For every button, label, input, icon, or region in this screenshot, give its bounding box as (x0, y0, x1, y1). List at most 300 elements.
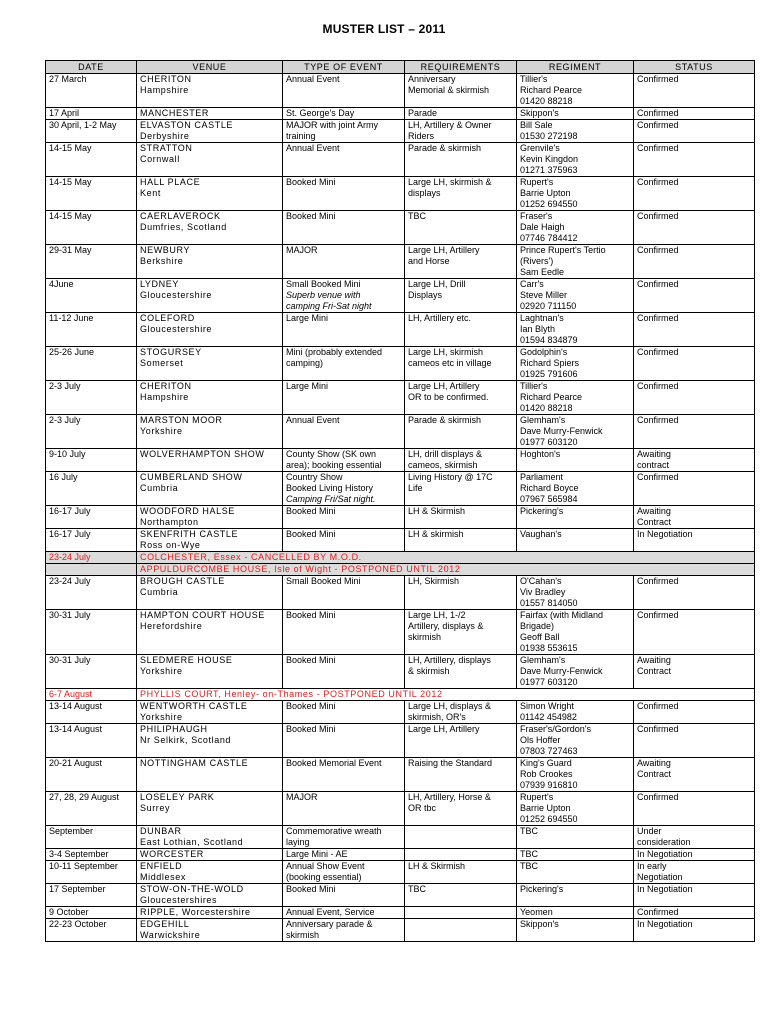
cell-regiment (517, 313, 634, 347)
date-text: 27 March (49, 74, 87, 84)
cell-date (46, 884, 137, 907)
cell-regiment (517, 884, 634, 907)
cell-date (46, 381, 137, 415)
cell-line: Brigade) (520, 621, 555, 631)
cell-line: STRATTON (140, 143, 193, 153)
cell-line: Large Mini (286, 381, 329, 391)
date-text: 14-15 May (49, 143, 92, 153)
cell-regiment (517, 792, 634, 826)
cell-line: MAJOR with joint Army (286, 120, 379, 130)
table-row (46, 576, 755, 610)
cell-line: Richard Pearce (520, 392, 583, 402)
cell-type (283, 74, 405, 108)
cell-venue (137, 861, 283, 884)
cell-line: Contract (637, 666, 672, 676)
cell-regiment (517, 347, 634, 381)
cell-venue (137, 449, 283, 472)
table-row (46, 211, 755, 245)
cell-line: ENFIELD (140, 861, 183, 871)
cell-notice (137, 689, 755, 701)
date-text: 16-17 July (49, 506, 91, 516)
cell-requirements (405, 724, 517, 758)
cell-type (283, 861, 405, 884)
cell-line: Annual Event (286, 143, 340, 153)
cell-line: PHYLLIS COURT, Henley- on-Thames - POSTPONED UNTIL 2012 (140, 689, 443, 699)
date-text: 13-14 August (49, 701, 103, 711)
cell-type (283, 347, 405, 381)
cell-line: Large LH, Artillery (408, 381, 480, 391)
cell-line: WOODFORD HALSE (140, 506, 235, 516)
cell-line: Large LH, Artillery (408, 724, 480, 734)
date-text: 30-31 July (49, 655, 91, 665)
cell-regiment (517, 211, 634, 245)
cell-line: Hampshire (140, 85, 189, 95)
date-text: 29-31 May (49, 245, 92, 255)
cell-line: NOTTINGHAM CASTLE (140, 758, 249, 768)
cell-requirements (405, 415, 517, 449)
cell-regiment (517, 826, 634, 849)
cell-line: Glemham's (520, 415, 566, 425)
cell-venue (137, 792, 283, 826)
cell-line: Booked Mini (286, 701, 336, 711)
cell-line: Sam Eedle (520, 267, 565, 277)
table-row (46, 884, 755, 907)
cell-line: Large LH, 1-/2 (408, 610, 466, 620)
cell-line: Confirmed (637, 74, 679, 84)
cell-line: Richard Spiers (520, 358, 580, 368)
cell-line: Superb venue with (286, 290, 361, 300)
cell-requirements (405, 907, 517, 919)
cell-regiment (517, 758, 634, 792)
cell-date (46, 564, 137, 576)
cell-line: Ross on-Wye (140, 540, 201, 550)
cell-line: Confirmed (637, 381, 679, 391)
cell-line: King's Guard (520, 758, 572, 768)
date-text: 14-15 May (49, 211, 92, 221)
cell-line: TBC (520, 849, 538, 859)
cell-line: Grenvile's (520, 143, 560, 153)
cell-line: Contract (637, 517, 672, 527)
cell-date (46, 758, 137, 792)
cell-date (46, 861, 137, 884)
cell-line: Herefordshire (140, 621, 203, 631)
cell-line: Confirmed (637, 120, 679, 130)
cell-line: Gloucestershire (140, 324, 213, 334)
cell-line: Gloucestershire (140, 290, 213, 300)
date-text: 25-26 June (49, 347, 95, 357)
cell-type (283, 849, 405, 861)
cell-status (634, 849, 755, 861)
cell-line: LH, drill displays & (408, 449, 483, 459)
table-row (46, 506, 755, 529)
cell-line: Awaiting (637, 655, 671, 665)
date-text: 9-10 July (49, 449, 86, 459)
date-text: 2-3 July (49, 415, 81, 425)
cell-line: LH & skirmish (408, 529, 464, 539)
cell-regiment (517, 143, 634, 177)
cell-date (46, 849, 137, 861)
table-row (46, 861, 755, 884)
cell-venue (137, 143, 283, 177)
cell-date (46, 919, 137, 942)
cell-date (46, 506, 137, 529)
cell-line: Small Booked Mini (286, 279, 361, 289)
cell-venue (137, 211, 283, 245)
cell-line: Warwickshire (140, 930, 201, 940)
cell-requirements (405, 120, 517, 143)
cell-requirements (405, 347, 517, 381)
cell-requirements (405, 849, 517, 861)
cell-line: Yorkshire (140, 666, 183, 676)
cell-line: Confirmed (637, 347, 679, 357)
cell-line: Bill Sale (520, 120, 553, 130)
cell-line: East Lothian, Scotland (140, 837, 244, 847)
muster-table (45, 60, 755, 942)
cell-line: Annual Event, Service (286, 907, 375, 917)
cell-line: Confirmed (637, 907, 679, 917)
date-text: 23-24 July (49, 552, 91, 562)
cell-line: STOGURSEY (140, 347, 202, 357)
cell-line: Living History @ 17C (408, 472, 493, 482)
cell-regiment (517, 120, 634, 143)
cell-line: TBC (408, 884, 426, 894)
table-row (46, 74, 755, 108)
cell-line: Contract (637, 769, 672, 779)
cell-venue (137, 279, 283, 313)
cell-line: and Horse (408, 256, 450, 266)
cell-regiment (517, 724, 634, 758)
cell-type (283, 792, 405, 826)
cell-line: Dumfries, Scotland (140, 222, 227, 232)
cell-venue (137, 245, 283, 279)
cell-line: area); booking essential (286, 460, 382, 470)
cell-line: COLEFORD (140, 313, 195, 323)
cell-line: 01271 375963 (520, 165, 578, 175)
cell-date (46, 576, 137, 610)
cell-line: 01142 454982 (520, 712, 577, 722)
cell-line: Simon Wright (520, 701, 574, 711)
cell-status (634, 907, 755, 919)
table-row (46, 564, 755, 576)
cell-line: APPULDURCOMBE HOUSE, Isle of Wight - POSTPONED UNTIL 2012 (140, 564, 461, 574)
cell-line: TBC (520, 861, 538, 871)
cell-line: 02920 711150 (520, 301, 577, 311)
cell-requirements (405, 177, 517, 211)
cell-status (634, 143, 755, 177)
cell-line: 01938 553615 (520, 643, 578, 653)
cell-status (634, 245, 755, 279)
cell-line: Yorkshire (140, 712, 183, 722)
cell-regiment (517, 610, 634, 655)
cell-line: Negotiation (637, 872, 683, 882)
cell-date (46, 529, 137, 552)
cell-line: PHILIPHAUGH (140, 724, 208, 734)
table-row (46, 279, 755, 313)
cell-line: Dave Murry-Fenwick (520, 666, 603, 676)
cell-line: Somerset (140, 358, 184, 368)
cell-line: SLEDMERE HOUSE (140, 655, 233, 665)
cell-line: Ols Hoffer (520, 735, 561, 745)
cell-date (46, 610, 137, 655)
cell-venue (137, 576, 283, 610)
cell-type (283, 143, 405, 177)
cell-line: Booked Mini (286, 884, 336, 894)
cell-venue (137, 177, 283, 211)
cell-line: 01925 791606 (520, 369, 578, 379)
cell-line: BROUGH CASTLE (140, 576, 225, 586)
cell-venue (137, 415, 283, 449)
cell-line: DUNBAR (140, 826, 182, 836)
cell-line: HALL PLACE (140, 177, 201, 187)
date-text: 16-17 July (49, 529, 91, 539)
cell-requirements (405, 74, 517, 108)
cell-requirements (405, 245, 517, 279)
cell-line: COLCHESTER, Essex - CANCELLED BY M.O.D. (140, 552, 362, 562)
cell-venue (137, 655, 283, 689)
cell-line: TBC (520, 826, 538, 836)
cell-line: consideration (637, 837, 691, 847)
cell-line: CHERITON (140, 74, 192, 84)
cell-venue (137, 506, 283, 529)
cell-date (46, 907, 137, 919)
cell-status (634, 347, 755, 381)
table-row (46, 177, 755, 211)
cell-type (283, 415, 405, 449)
cell-line: Booked Mini (286, 655, 336, 665)
cell-venue (137, 758, 283, 792)
cell-regiment (517, 701, 634, 724)
cell-line: Confirmed (637, 313, 679, 323)
cell-line: contract (637, 460, 670, 470)
table-row (46, 313, 755, 347)
table-row (46, 792, 755, 826)
cell-venue (137, 381, 283, 415)
cell-status (634, 919, 755, 942)
cell-status (634, 472, 755, 506)
cell-status (634, 576, 755, 610)
cell-line: Country Show (286, 472, 343, 482)
cell-type (283, 506, 405, 529)
cell-line: Prince Rupert's Tertio (520, 245, 606, 255)
cell-line: & skirmish (408, 666, 450, 676)
cell-requirements (405, 313, 517, 347)
cell-status (634, 506, 755, 529)
cell-line: LYDNEY (140, 279, 179, 289)
cell-venue (137, 907, 283, 919)
cell-line: Camping Fri/Sat night. (286, 494, 376, 504)
cell-line: In early (637, 861, 667, 871)
header-status: STATUS (634, 61, 755, 74)
cell-line: Mini (probably extended (286, 347, 383, 357)
cell-line: skirmish, OR's (408, 712, 466, 722)
cell-date (46, 177, 137, 211)
cell-requirements (405, 529, 517, 552)
cell-requirements (405, 861, 517, 884)
cell-venue (137, 701, 283, 724)
cell-type (283, 610, 405, 655)
cell-line: Pickering's (520, 884, 564, 894)
cell-line: Cumbria (140, 483, 179, 493)
date-text: 11-12 June (49, 313, 94, 323)
cell-line: 01252 694550 (520, 199, 578, 209)
cell-line: LH, Artillery, displays (408, 655, 491, 665)
table-row (46, 449, 755, 472)
cell-regiment (517, 506, 634, 529)
table-row (46, 758, 755, 792)
cell-line: NEWBURY (140, 245, 191, 255)
cell-line: Annual Show Event (286, 861, 365, 871)
cell-type (283, 472, 405, 506)
cell-line: St. George's Day (286, 108, 355, 118)
cell-line: CHERITON (140, 381, 192, 391)
cell-requirements (405, 919, 517, 942)
cell-regiment (517, 108, 634, 120)
table-row (46, 919, 755, 942)
cell-line: Memorial & skirmish (408, 85, 490, 95)
date-text: 20-21 August (49, 758, 103, 768)
cell-line: Booked Mini (286, 610, 336, 620)
cell-status (634, 415, 755, 449)
cell-line: Middlesex (140, 872, 186, 882)
cell-line: Barrie Upton (520, 188, 571, 198)
cell-line: MARSTON MOOR (140, 415, 223, 425)
cell-status (634, 313, 755, 347)
cell-line: Confirmed (637, 701, 679, 711)
cell-date (46, 74, 137, 108)
cell-line: Pickering's (520, 506, 564, 516)
date-text: 6-7 August (49, 689, 93, 699)
cell-line: Vaughan's (520, 529, 562, 539)
table-row (46, 655, 755, 689)
cell-date (46, 143, 137, 177)
cell-line: Fraser's (520, 211, 553, 221)
cell-line: Steve Miller (520, 290, 568, 300)
cell-line: Cornwall (140, 154, 180, 164)
cell-line: Booked Living History (286, 483, 374, 493)
cell-line: Northampton (140, 517, 199, 527)
cell-line: OR to be confirmed. (408, 392, 489, 402)
cell-type (283, 701, 405, 724)
table-row (46, 701, 755, 724)
cell-line: Booked Mini (286, 506, 336, 516)
cell-line: Awaiting (637, 758, 671, 768)
date-text: 22-23 October (49, 919, 107, 929)
cell-line: Derbyshire (140, 131, 190, 141)
cell-date (46, 313, 137, 347)
cell-line: Large LH, skirmish (408, 347, 484, 357)
cell-line: 07939 916810 (520, 780, 578, 790)
date-text: 2-3 July (49, 381, 81, 391)
date-text: 14-15 May (49, 177, 92, 187)
table-row (46, 472, 755, 506)
cell-regiment (517, 415, 634, 449)
cell-line: Laghtnan's (520, 313, 564, 323)
cell-date (46, 655, 137, 689)
cell-line: 01557 814050 (520, 598, 578, 608)
cell-line: Yeomen (520, 907, 553, 917)
cell-line: LH, Artillery etc. (408, 313, 472, 323)
cell-line: EDGEHILL (140, 919, 190, 929)
cell-line: camping) (286, 358, 324, 368)
cell-line: cameos, skirmish (408, 460, 478, 470)
cell-status (634, 449, 755, 472)
cell-line: WENTWORTH CASTLE (140, 701, 248, 711)
cell-venue (137, 472, 283, 506)
cell-line: Displays (408, 290, 443, 300)
cell-type (283, 120, 405, 143)
cell-line: Viv Bradley (520, 587, 566, 597)
cell-status (634, 211, 755, 245)
cell-line: Parliament (520, 472, 564, 482)
cell-date (46, 108, 137, 120)
cell-line: In Negotiation (637, 529, 693, 539)
cell-line: Booked Mini (286, 177, 336, 187)
cell-line: Artillery, displays & (408, 621, 484, 631)
cell-status (634, 884, 755, 907)
table-row (46, 552, 755, 564)
cell-status (634, 792, 755, 826)
cell-regiment (517, 861, 634, 884)
cell-line: 07746 784412 (520, 233, 578, 243)
cell-date (46, 449, 137, 472)
cell-line: Hoghton's (520, 449, 561, 459)
cell-date (46, 701, 137, 724)
cell-line: Skippon's (520, 108, 559, 118)
table-row (46, 143, 755, 177)
cell-regiment (517, 529, 634, 552)
cell-line: Large LH, skirmish & (408, 177, 492, 187)
cell-line: Glemham's (520, 655, 566, 665)
cell-line: Barrie Upton (520, 803, 571, 813)
cell-line: Geoff Ball (520, 632, 560, 642)
cell-status (634, 381, 755, 415)
cell-line: Richard Boyce (520, 483, 579, 493)
cell-line: Booked Memorial Event (286, 758, 382, 768)
cell-line: In Negotiation (637, 849, 693, 859)
cell-line: Confirmed (637, 415, 679, 425)
cell-regiment (517, 849, 634, 861)
cell-line: Confirmed (637, 108, 679, 118)
cell-status (634, 724, 755, 758)
cell-status (634, 177, 755, 211)
table-row (46, 826, 755, 849)
cell-line: Fraser's/Gordon's (520, 724, 591, 734)
cell-type (283, 108, 405, 120)
cell-venue (137, 610, 283, 655)
cell-line: Rob Crookes (520, 769, 573, 779)
cell-line: Tillier's (520, 381, 548, 391)
cell-line: Hampshire (140, 392, 189, 402)
cell-line: 01594 834879 (520, 335, 578, 345)
cell-line: Ian Blyth (520, 324, 556, 334)
cell-line: Parade (408, 108, 438, 118)
table-row (46, 120, 755, 143)
cell-type (283, 211, 405, 245)
cell-requirements (405, 449, 517, 472)
cell-requirements (405, 381, 517, 415)
cell-requirements (405, 701, 517, 724)
cell-type (283, 449, 405, 472)
cell-status (634, 826, 755, 849)
cell-line: Large LH, Artillery (408, 245, 480, 255)
cell-line: Fairfax (with Midland (520, 610, 604, 620)
cell-line: Berkshire (140, 256, 184, 266)
cell-line: Kent (140, 188, 161, 198)
date-text: 4June (49, 279, 74, 289)
cell-venue (137, 347, 283, 381)
cell-line: LH, Artillery, Horse & (408, 792, 491, 802)
table-row (46, 529, 755, 552)
